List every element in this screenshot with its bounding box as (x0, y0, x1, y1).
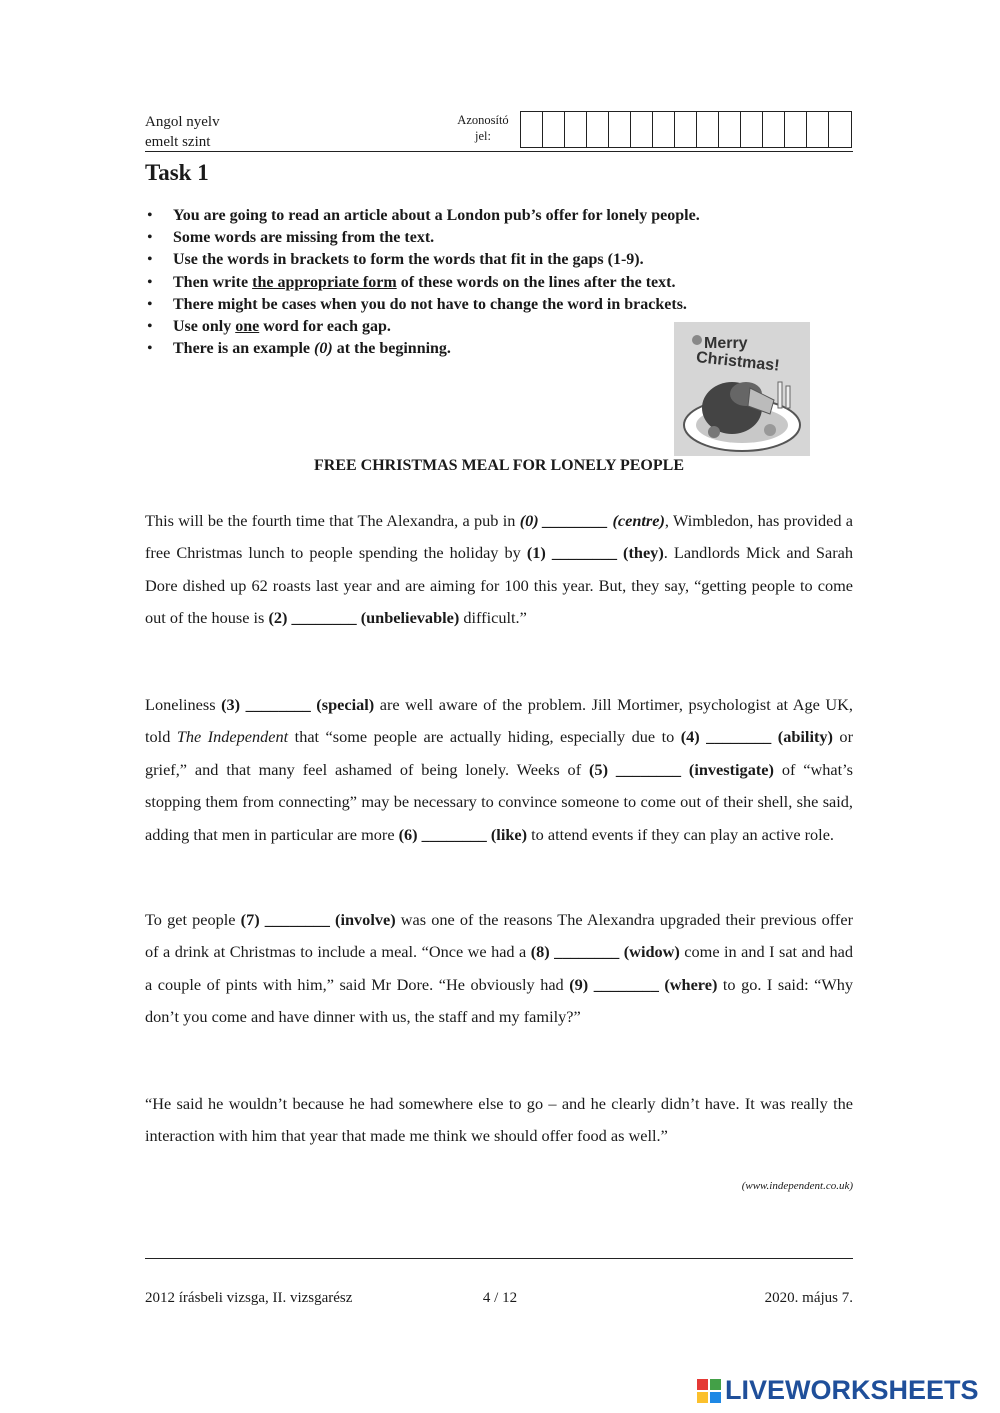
article-paragraph-4: “He said he wouldn’t because he had somewhere else to go – and he clearly didn’t have. It was really the interaction with him that year that made me think we should offer food as well.” (145, 1094, 853, 1146)
id-box[interactable] (829, 112, 851, 147)
merry-text: Merry (704, 335, 748, 352)
id-box[interactable] (719, 112, 741, 147)
id-box[interactable] (697, 112, 719, 147)
article-paragraph-1: This will be the fourth time that The Alexandra, a pub in (0) ________ (centre), Wimbledon, has provided a free Christmas lunch to people spending the holiday by (1) ________ (they). Landlords Mick and Sarah Dore dished up 62 roasts last year and are aiming for 100 this year. But, they say, “getting people to come out of the house is (2) ________ (unbelievable) difficult.” (145, 511, 853, 628)
instruction-item: • Some words are missing from the text. (147, 229, 435, 247)
id-box[interactable] (521, 112, 543, 147)
source-citation: (www.independent.co.uk) (741, 1180, 853, 1192)
gap-4[interactable]: (4) ________ (ability) (680, 727, 833, 747)
id-box[interactable] (675, 112, 697, 147)
id-box[interactable] (653, 112, 675, 147)
id-box[interactable] (785, 112, 807, 147)
instruction-item: • Then write the appropriate form of these words on the lines after the text. (147, 273, 676, 291)
id-box[interactable] (763, 112, 785, 147)
id-box[interactable] (807, 112, 829, 147)
subject-line-1: Angol nyelv (145, 114, 220, 130)
gap-0-example: (0) ________ (centre) (519, 511, 665, 530)
instruction-item: • There might be cases when you do not have to change the word in brackets. (147, 295, 687, 313)
gap-3[interactable]: (3) ________ (special) (221, 695, 375, 714)
id-label-line-1: Azonosító (457, 113, 509, 127)
footer-date: 2020. május 7. (764, 1290, 853, 1306)
id-label (448, 112, 518, 144)
instruction-item: • There is an example (0) at the beginning. (147, 340, 451, 358)
gap-1[interactable]: (1) ________ (they) (526, 543, 664, 563)
subject-line-2: emelt szint (145, 134, 211, 150)
logo-text: LIVEWORKSHEETS (725, 1375, 979, 1405)
christmas-roast-icon (674, 322, 810, 456)
instruction-item: • Use the words in brackets to form the words that fit in the gaps (1-9). (147, 251, 644, 269)
instruction-item: • You are going to read an article about a London pub’s offer for lonely people. (147, 207, 700, 224)
gap-8[interactable]: (8) ________ (widow) (530, 942, 680, 962)
id-label-line-2: jel: (475, 129, 491, 143)
gap-9[interactable]: (9) ________ (where) (569, 974, 718, 994)
article-paragraph-3: To get people (7) ________ (involve) was one of the reasons The Alexandra upgraded their previous offer of a drink at Christmas to include a meal. “Once we had a (8) ________ (widow) come in and I sat and had a couple of pints with him,” said Mr Dore. “He obviously had (9) ________ (where) to go. I said: “Why don’t you come and have dinner with us, the staff and my family?” (145, 910, 854, 1027)
article-title: FREE CHRISTMAS MEAL FOR LONELY PEOPLE (314, 457, 684, 474)
gap-6[interactable]: (6) ________ (like) (398, 824, 528, 844)
logo-grid-icon (697, 1379, 721, 1403)
christmas-text: Christmas! (695, 349, 781, 375)
task-title: Task 1 (145, 160, 209, 185)
gap-5[interactable]: (5) ________ (investigate) (589, 759, 774, 779)
id-box[interactable] (631, 112, 653, 147)
id-box[interactable] (543, 112, 565, 147)
liveworksheets-logo (697, 1375, 979, 1406)
subject-label (145, 112, 220, 152)
gap-2[interactable]: (2) ________ (unbelievable) (268, 608, 460, 628)
id-box[interactable] (609, 112, 631, 147)
footer-divider (145, 1258, 853, 1259)
instruction-item: • Use only one word for each gap. (147, 318, 391, 336)
id-box[interactable] (565, 112, 587, 147)
id-box[interactable] (587, 112, 609, 147)
footer-exam-label: 2012 írásbeli vizsga, II. vizsgarész (145, 1290, 353, 1306)
article-paragraph-2: Loneliness (3) ________ (special) are well aware of the problem. Jill Mortimer, psychologist at Age UK, told The Independent that “some people are actually hiding, especially due to (4) ________ (ability) or grief,” and that many feel ashamed of being lonely. Weeks of (5) ________ (investigate) of “what’s stopping them from connecting” may be necessary to convince someone to come out of their shell, she said, adding that men in particular are more (6) ________ (like) to attend events if they can play an active role. (145, 695, 854, 844)
id-boxes (520, 111, 852, 148)
header-divider (145, 151, 853, 152)
page-number: 4 / 12 (482, 1290, 518, 1306)
gap-7[interactable]: (7) ________ (involve) (240, 910, 396, 929)
christmas-dinner-image (674, 322, 810, 456)
id-box[interactable] (741, 112, 763, 147)
